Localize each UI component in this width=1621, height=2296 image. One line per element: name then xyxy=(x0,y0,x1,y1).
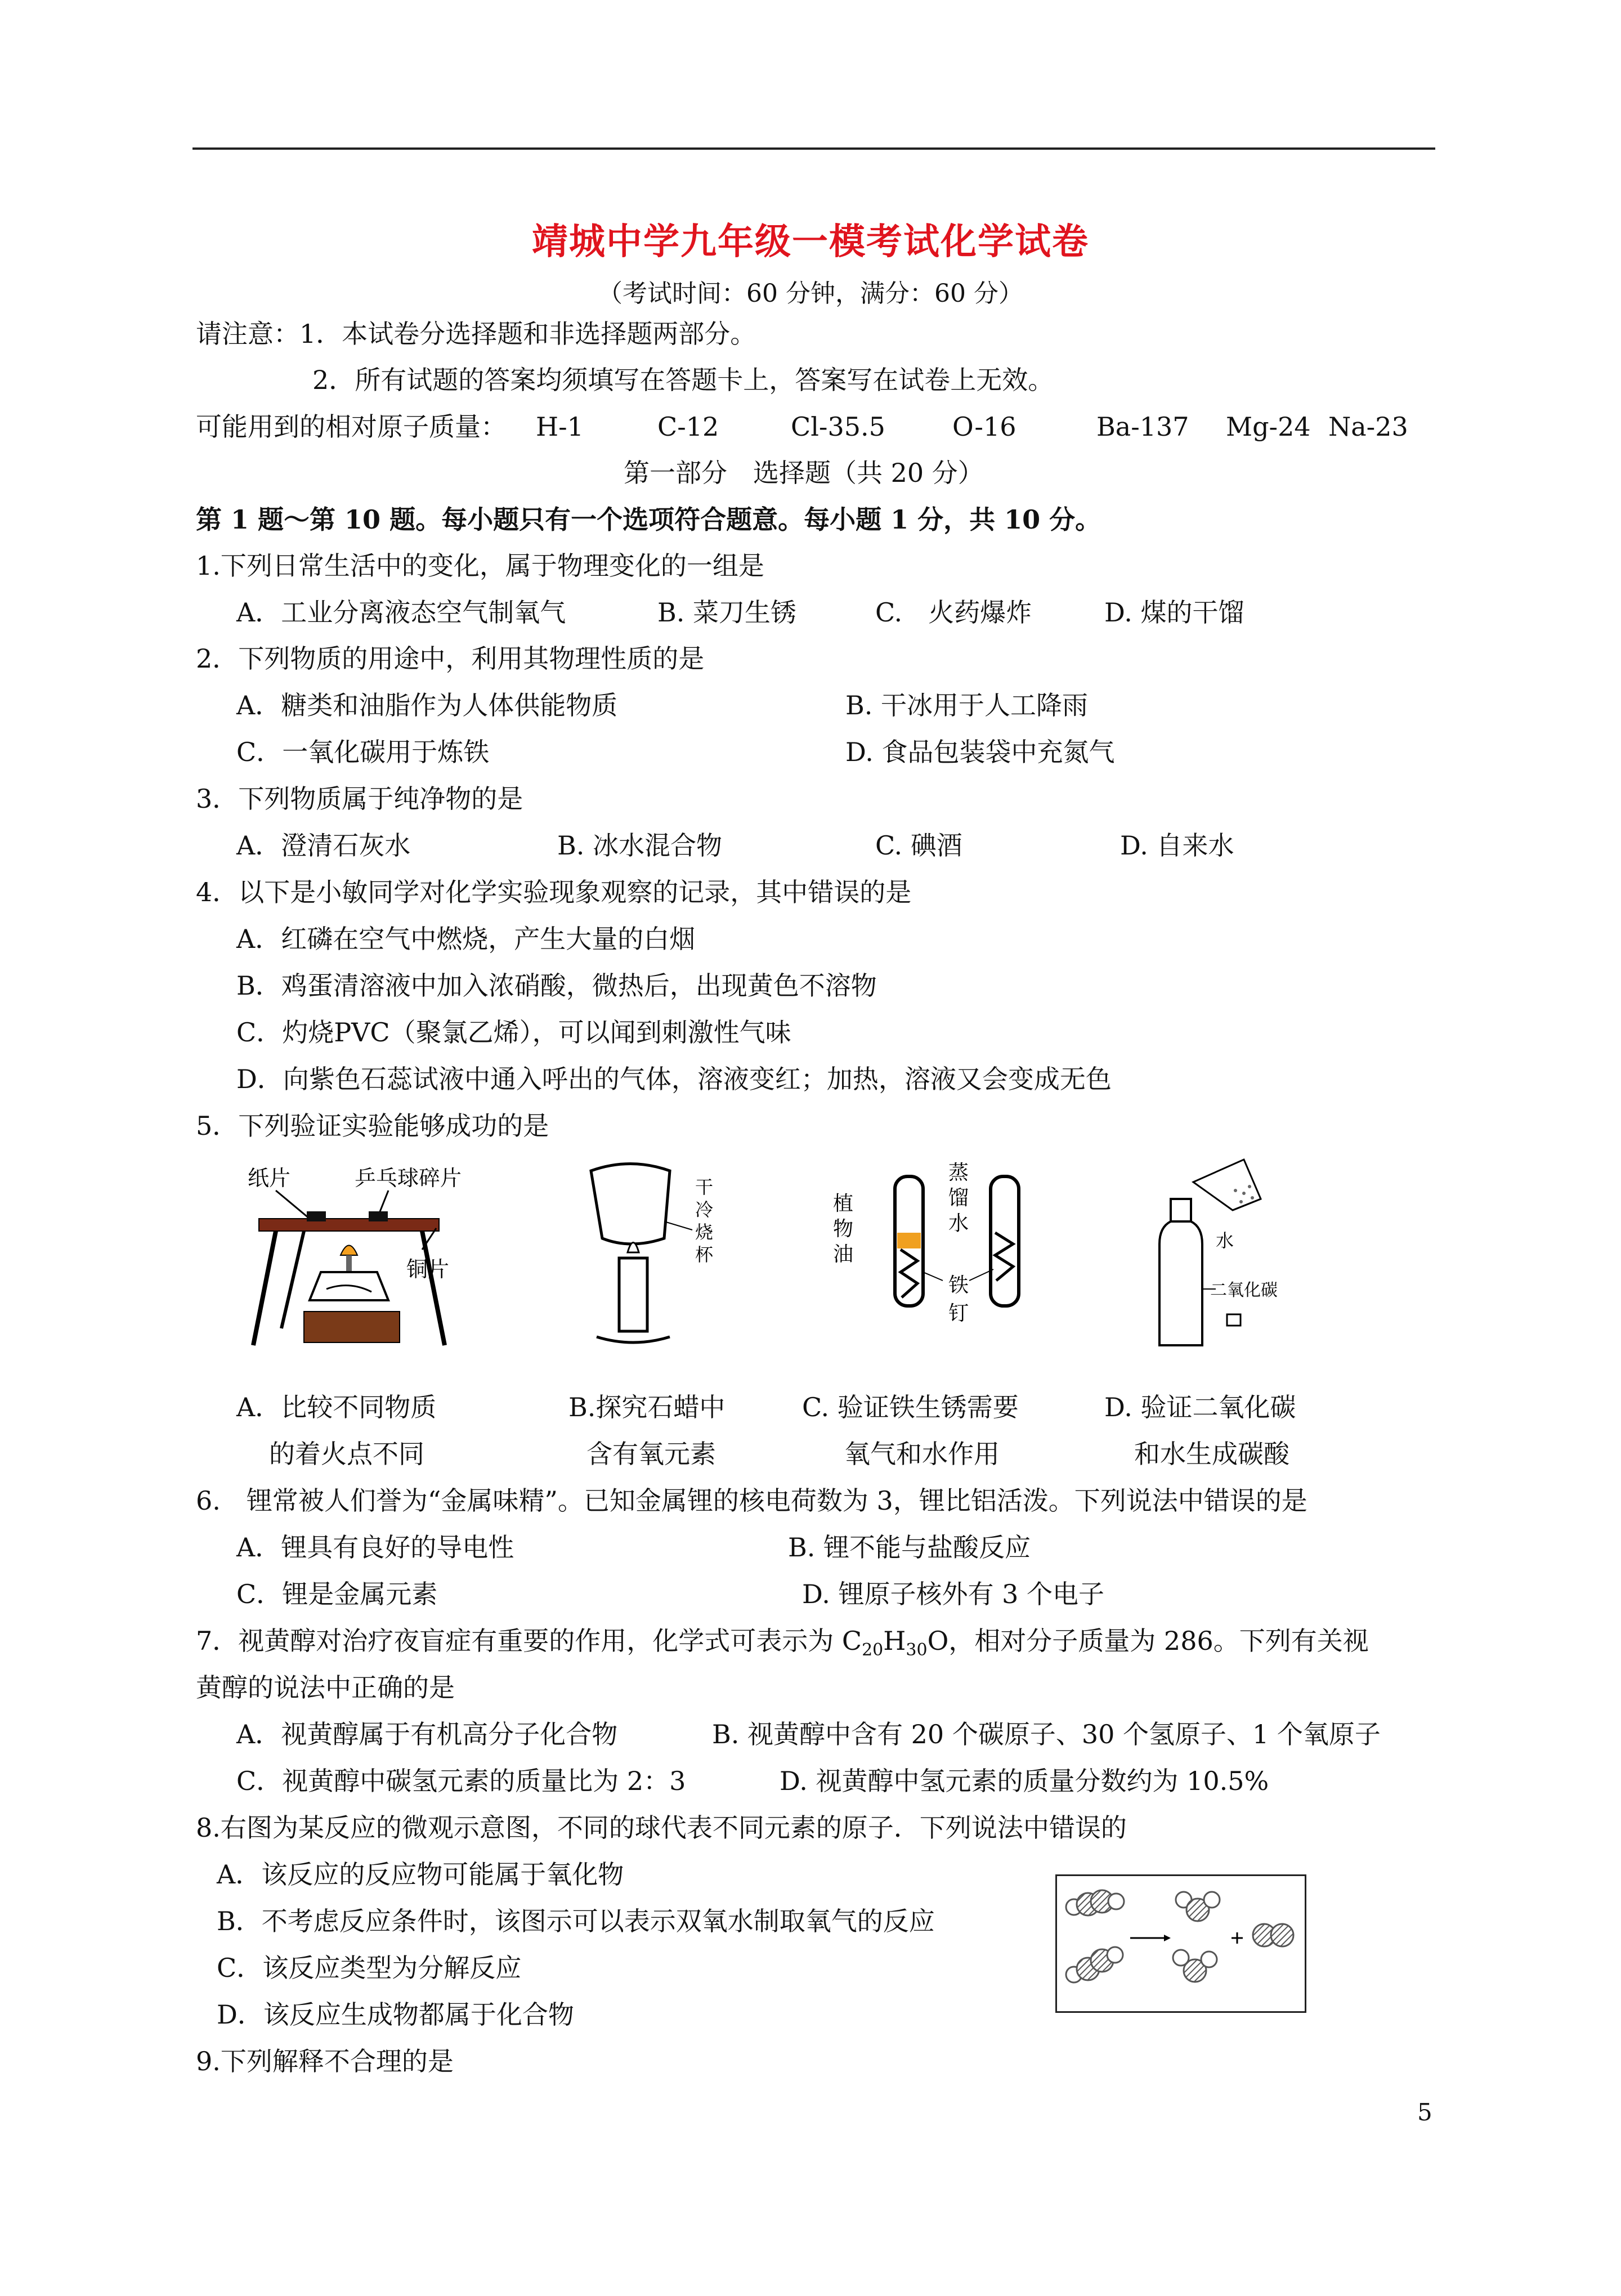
q6-option-a: A．锂具有良好的导电性 xyxy=(236,1532,514,1563)
label-gan: 干 xyxy=(695,1176,714,1198)
q2-stem: 2．下列物质的用途中，利用其物理性质的是 xyxy=(196,643,705,674)
label-copper: 铜片 xyxy=(406,1257,450,1282)
q7-option-d: D. 视黄醇中氢元素的质量分数约为 10.5% xyxy=(780,1766,1269,1796)
mass-h: H-1 xyxy=(536,411,584,442)
label-shui: 水 xyxy=(948,1212,969,1235)
copper-sheet xyxy=(259,1219,439,1231)
product-oxygen xyxy=(1253,1924,1293,1946)
label-bei: 杯 xyxy=(695,1244,714,1265)
part1-instruction: 第 1 题～第 10 题。每小题只有一个选项符合题意。每小题 1 分，共 10 分。 xyxy=(196,504,1101,535)
mass-o: O-16 xyxy=(952,411,1017,442)
reaction-diagram xyxy=(1055,1874,1306,2013)
q8-option-c: C．该反应类型为分解反应 xyxy=(217,1953,522,1983)
q9-stem: 9.下列解释不合理的是 xyxy=(196,2046,454,2076)
test-tube-2 xyxy=(991,1176,1019,1306)
label-you: 油 xyxy=(833,1243,854,1266)
q5-option-a-line1: A．比较不同物质 xyxy=(236,1392,437,1422)
vegetable-oil xyxy=(897,1233,921,1248)
q8-option-a: A．该反应的反应物可能属于氧化物 xyxy=(217,1859,624,1890)
candle xyxy=(619,1258,647,1331)
q1-option-a: A．工业分离液态空气制氧气 xyxy=(236,597,566,628)
mass-c: C-12 xyxy=(657,411,719,442)
q5-option-b-line2: 含有氧元素 xyxy=(586,1439,716,1469)
reactant-molecule-1 xyxy=(1066,1890,1124,1915)
note-line-1: 请注意：1．本试卷分选择题和非选择题两部分。 xyxy=(196,319,756,349)
label-zhi: 植 xyxy=(833,1192,854,1215)
q6-option-b: B. 锂不能与盐酸反应 xyxy=(788,1532,1031,1563)
note-line-2: 2．所有试题的答案均须填写在答题卡上，答案写在试卷上无效。 xyxy=(312,365,1054,395)
q7-stem-line2: 黄醇的说法中正确的是 xyxy=(196,1672,455,1703)
flame xyxy=(341,1246,357,1256)
label-wu: 物 xyxy=(833,1218,854,1241)
q6-option-c: C．锂是金属元素 xyxy=(236,1579,438,1609)
masses-label: 可能用到的相对原子质量： xyxy=(196,411,507,442)
label-tie: 铁 xyxy=(948,1274,969,1297)
label-ding: 钉 xyxy=(948,1302,969,1325)
label-leng: 冷 xyxy=(695,1199,714,1220)
q5-option-c-line1: C. 验证铁生锈需要 xyxy=(802,1392,1019,1422)
q6-stem: 6. 锂常被人们誉为“金属味精”。已知金属锂的核电荷数为 3，锂比铝活泼。下列说法中错误的是 xyxy=(196,1485,1307,1516)
q2-option-b: B. 干冰用于人工降雨 xyxy=(845,690,1089,720)
label-liu: 馏 xyxy=(948,1187,969,1210)
header-rule xyxy=(192,147,1435,150)
q5-option-c-line2: 氧气和水作用 xyxy=(844,1439,1000,1469)
mass-ba: Ba-137 xyxy=(1096,411,1189,442)
q8-stem: 8.右图为某反应的微观示意图，不同的球代表不同元素的原子．下列说法中错误的 xyxy=(196,1812,1127,1843)
mass-cl: Cl-35.5 xyxy=(791,411,885,442)
q2-option-d: D. 食品包装袋中充氮气 xyxy=(845,737,1115,767)
plus-sign xyxy=(1232,1932,1243,1944)
label-shao: 烧 xyxy=(695,1221,714,1243)
label-pingpong: 乒乓球碎片 xyxy=(355,1166,462,1190)
q4-option-b: B．鸡蛋清溶液中加入浓硝酸，微热后，出现黄色不溶物 xyxy=(236,970,877,1001)
q7-option-b: B. 视黄醇中含有 20 个碳原子、30 个氢原子、1 个氧原子 xyxy=(712,1719,1381,1749)
q8-option-b: B．不考虑反应条件时，该图示可以表示双氧水制取氧气的反应 xyxy=(217,1906,935,1936)
q5-stem: 5．下列验证实验能够成功的是 xyxy=(196,1111,549,1141)
q7-option-a: A．视黄醇属于有机高分子化合物 xyxy=(236,1719,618,1749)
q8-option-d: D．该反应生成物都属于化合物 xyxy=(217,1999,574,2030)
bottle-neck xyxy=(1171,1199,1191,1221)
figure-c-iron-rust xyxy=(827,1160,1053,1362)
page-number: 5 xyxy=(1417,2098,1432,2126)
part1-heading: 第一部分 选择题（共 20 分） xyxy=(624,458,984,488)
plastic-bottle xyxy=(1159,1221,1202,1345)
label-co2: 二氧化碳 xyxy=(1210,1281,1278,1300)
q4-stem: 4．以下是小敏同学对化学实验现象观察的记录，其中错误的是 xyxy=(196,877,912,907)
q5-option-d-line1: D. 验证二氧化碳 xyxy=(1104,1392,1296,1422)
figure-a-ignition-point xyxy=(242,1160,467,1362)
q3-stem: 3．下列物质属于纯净物的是 xyxy=(196,784,523,814)
q3-option-a: A．澄清石灰水 xyxy=(236,830,411,861)
q4-option-a: A．红磷在空气中燃烧，产生大量的白烟 xyxy=(236,924,696,954)
exam-title: 靖城中学九年级一模考试化学试卷 xyxy=(532,221,1089,263)
q4-option-d: D．向紫色石蕊试液中通入呼出的气体，溶液变红；加热，溶液又会变成无色 xyxy=(236,1064,1112,1094)
product-water-2 xyxy=(1173,1950,1217,1982)
q6-option-d: D. 锂原子核外有 3 个电子 xyxy=(802,1579,1104,1609)
mass-na: Na-23 xyxy=(1328,411,1408,442)
wood-block xyxy=(304,1312,400,1342)
q1-option-c: C. 火药爆炸 xyxy=(875,597,1032,628)
reaction-arrow xyxy=(1130,1935,1171,1941)
product-water-1 xyxy=(1176,1892,1220,1921)
exam-subtitle: （考试时间：60 分钟，满分：60 分） xyxy=(598,279,1023,308)
q7-option-c: C．视黄醇中碳氢元素的质量比为 2：3 xyxy=(236,1766,686,1796)
q2-option-c: C．一氧化碳用于炼铁 xyxy=(236,737,490,767)
label-water: 水 xyxy=(1216,1230,1234,1251)
bottle-cap xyxy=(1227,1314,1241,1326)
reactant-molecule-2 xyxy=(1066,1947,1123,1982)
beaker xyxy=(591,1164,670,1245)
q3-option-b: B. 冰水混合物 xyxy=(557,830,723,861)
label-paper: 纸片 xyxy=(248,1166,291,1190)
q1-option-b: B. 菜刀生锈 xyxy=(657,597,797,628)
q1-stem: 1.下列日常生活中的变化，属于物理变化的一组是 xyxy=(196,550,764,581)
mass-mg: Mg-24 xyxy=(1226,411,1311,442)
q5-option-d-line2: 和水生成碳酸 xyxy=(1134,1439,1289,1469)
label-zheng: 蒸 xyxy=(948,1161,969,1184)
q3-option-c: C. 碘酒 xyxy=(875,830,962,861)
q2-option-a: A．糖类和油脂作为人体供能物质 xyxy=(236,690,618,720)
figure-d-co2-bottle xyxy=(1148,1148,1340,1362)
figure-b-candle-beaker xyxy=(580,1154,749,1362)
q5-option-a-line2: 的着火点不同 xyxy=(269,1439,424,1469)
q4-option-c: C．灼烧PVC（聚氯乙烯），可以闻到刺激性气味 xyxy=(236,1017,791,1048)
q7-stem-line1: 7．视黄醇对治疗夜盲症有重要的作用，化学式可表示为 $C_{20}H_{30}O$，相对分子质量为 286。下列有关视 xyxy=(196,1626,1369,1661)
q5-option-b-line1: B.探究石蜡中 xyxy=(568,1392,726,1422)
q1-option-d: D. 煤的干馏 xyxy=(1104,597,1244,628)
q3-option-d: D. 自来水 xyxy=(1120,830,1234,861)
